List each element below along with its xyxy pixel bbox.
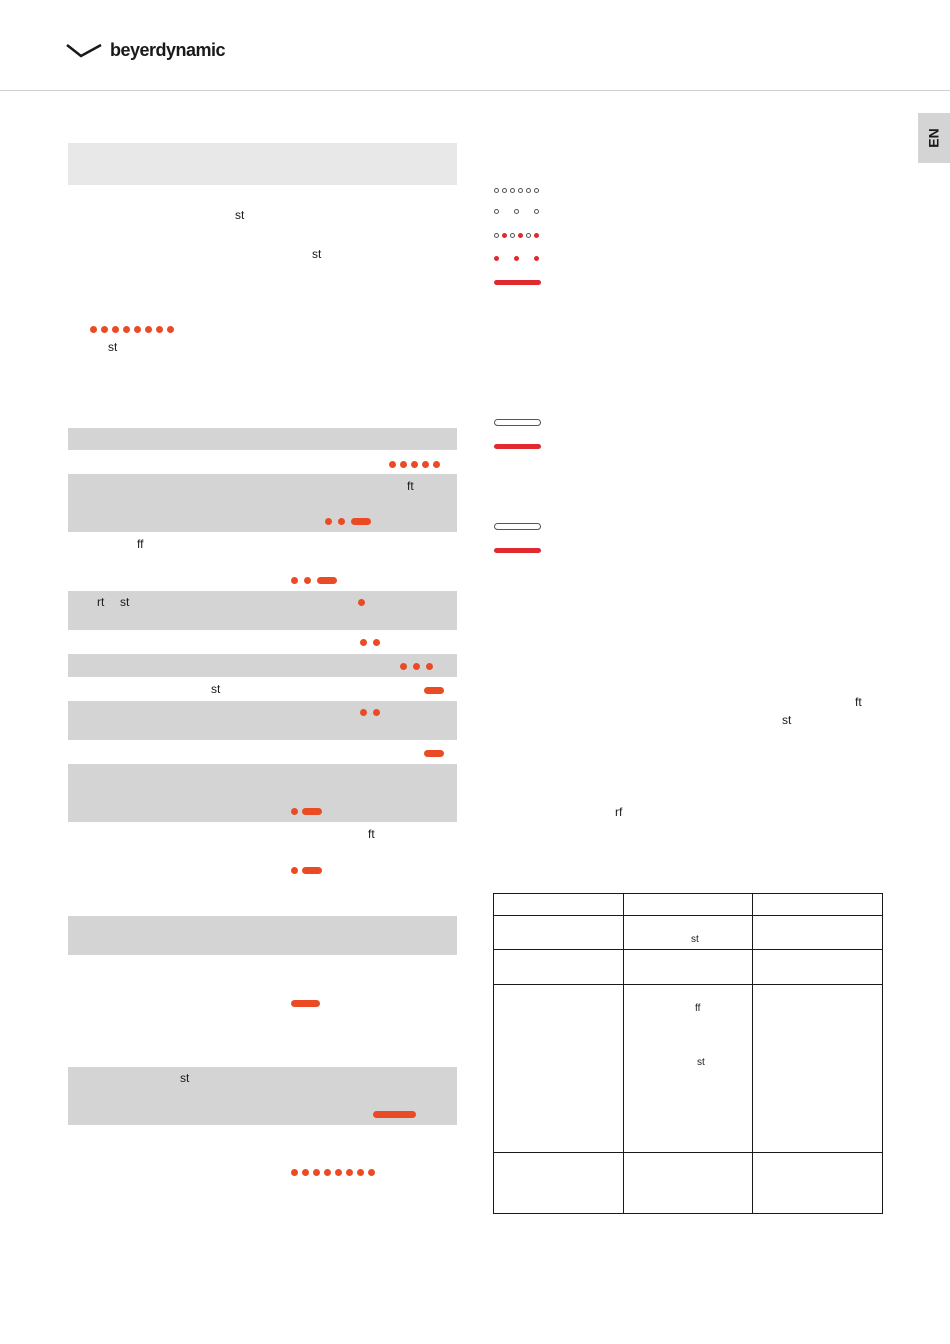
led-pattern-bar xyxy=(291,1000,324,1007)
led-bar xyxy=(424,687,444,694)
text-fragment: ff xyxy=(137,537,144,551)
table-cell xyxy=(494,985,624,1153)
led-legend-spaced-off xyxy=(494,209,542,214)
led-dot xyxy=(389,461,396,468)
table-cell xyxy=(624,1153,753,1214)
table-cell xyxy=(494,1153,624,1214)
text-fragment: ft xyxy=(407,479,414,493)
led-dot xyxy=(304,577,311,584)
text-fragment: st xyxy=(120,595,130,609)
led-dot-off xyxy=(494,188,499,193)
led-legend-bar-off xyxy=(494,523,541,530)
led-dot xyxy=(346,1169,353,1176)
table-cell xyxy=(753,916,883,950)
led-dot xyxy=(358,599,365,606)
led-dot xyxy=(373,639,380,646)
led-dot xyxy=(145,326,152,333)
led-dot xyxy=(426,663,433,670)
led-legend-all-off xyxy=(494,188,542,193)
table-row-band xyxy=(68,474,457,532)
header-divider xyxy=(0,90,950,91)
led-dot xyxy=(368,1169,375,1176)
text-fragment: rt xyxy=(97,595,105,609)
led-dot-off xyxy=(526,233,531,238)
led-dot xyxy=(373,709,380,716)
text-fragment: st xyxy=(697,1057,705,1068)
text-fragment: st xyxy=(180,1071,190,1085)
language-tab[interactable] xyxy=(918,113,950,163)
spec-table xyxy=(493,893,883,1214)
text-fragment: ft xyxy=(855,695,862,709)
led-bar xyxy=(317,577,337,584)
led-dot-on xyxy=(534,233,539,238)
table-cell xyxy=(494,916,624,950)
led-dot xyxy=(291,1169,298,1176)
led-dot xyxy=(167,326,174,333)
led-dot-on xyxy=(494,256,499,261)
led-dot xyxy=(324,1169,331,1176)
led-dot-on xyxy=(518,233,523,238)
led-dot xyxy=(411,461,418,468)
led-dot-off xyxy=(518,188,523,193)
led-dot xyxy=(422,461,429,468)
table-cell xyxy=(753,894,883,916)
text-fragment: ff xyxy=(695,1003,701,1014)
table-row-band xyxy=(68,654,457,677)
led-legend-bar-on xyxy=(494,548,541,553)
table-cell xyxy=(753,1153,883,1214)
table-cell xyxy=(753,985,883,1153)
text-fragment: st xyxy=(211,682,221,696)
led-bar xyxy=(302,867,322,874)
brand-name: beyerdynamic xyxy=(110,40,226,60)
table-cell xyxy=(494,894,624,916)
led-dot-off xyxy=(494,233,499,238)
led-pattern-long-bar xyxy=(373,1111,420,1118)
led-bar-on xyxy=(494,444,541,449)
table-cell xyxy=(624,985,753,1153)
table-row xyxy=(494,916,883,950)
led-bar-off xyxy=(494,523,541,530)
led-pattern-eight-dots xyxy=(291,1169,379,1176)
led-pattern-two-dots xyxy=(360,709,384,716)
led-bar-on xyxy=(494,280,541,285)
led-dot xyxy=(156,326,163,333)
led-bar xyxy=(351,518,371,525)
beyerdynamic-logo-icon xyxy=(66,42,102,60)
led-dot-off xyxy=(534,188,539,193)
text-fragment: rf xyxy=(615,805,623,819)
led-dot xyxy=(112,326,119,333)
led-dot xyxy=(291,577,298,584)
led-pattern-two-dots-bar xyxy=(325,518,375,525)
text-fragment: ft xyxy=(368,827,375,841)
led-dot-off xyxy=(502,188,507,193)
led-dot xyxy=(90,326,97,333)
led-pattern-three-dots xyxy=(400,663,437,670)
led-dot xyxy=(360,709,367,716)
led-bar-off xyxy=(494,419,541,426)
led-dot-off xyxy=(526,188,531,193)
text-fragment: st xyxy=(312,247,322,261)
table-row-band xyxy=(68,701,457,740)
table-cell xyxy=(624,894,753,916)
led-dot xyxy=(400,461,407,468)
table-row xyxy=(494,950,883,985)
led-bar xyxy=(373,1111,416,1118)
led-bar xyxy=(291,1000,320,1007)
table-row xyxy=(494,985,883,1153)
led-bar xyxy=(302,808,322,815)
language-tab-label: EN xyxy=(925,128,942,148)
led-dot xyxy=(291,808,298,815)
led-dot-off xyxy=(494,209,499,214)
led-dot xyxy=(400,663,407,670)
led-dot xyxy=(335,1169,342,1176)
led-bar-on xyxy=(494,548,541,553)
led-dot-off xyxy=(534,209,539,214)
led-pattern-five-dots xyxy=(389,461,444,468)
led-bar xyxy=(424,750,444,757)
led-pattern-bar xyxy=(424,750,448,757)
table-row-band xyxy=(68,764,457,822)
led-dot xyxy=(134,326,141,333)
led-dot-on xyxy=(514,256,519,261)
led-dot xyxy=(360,639,367,646)
led-dot-on xyxy=(534,256,539,261)
led-pattern-dot-bar xyxy=(291,867,326,874)
table-row xyxy=(494,1153,883,1214)
table-row xyxy=(494,894,883,916)
table-cell xyxy=(624,950,753,985)
text-fragment: st xyxy=(235,208,245,222)
led-legend-solid-on xyxy=(494,280,541,285)
table-cell xyxy=(753,950,883,985)
led-pattern-dot-bar xyxy=(291,808,326,815)
led-dot xyxy=(313,1169,320,1176)
led-dot xyxy=(413,663,420,670)
led-dot xyxy=(338,518,345,525)
led-dot-on xyxy=(502,233,507,238)
led-dot xyxy=(433,461,440,468)
led-pattern-two-dots xyxy=(360,639,384,646)
led-legend-bar-on xyxy=(494,444,541,449)
table-cell xyxy=(624,916,753,950)
led-pattern-eight-dots xyxy=(90,326,178,333)
text-fragment: st xyxy=(108,340,118,354)
section-heading-band xyxy=(68,916,457,955)
led-dot xyxy=(123,326,130,333)
led-dot xyxy=(325,518,332,525)
led-dot xyxy=(302,1169,309,1176)
table-cell xyxy=(494,950,624,985)
text-fragment: st xyxy=(691,934,699,945)
led-pattern-bar xyxy=(424,687,448,694)
led-pattern-single-dot xyxy=(358,599,369,606)
led-dot xyxy=(291,867,298,874)
led-legend-spaced-on xyxy=(494,256,542,261)
brand-logo xyxy=(66,40,225,61)
text-fragment: st xyxy=(782,713,792,727)
section-heading-band xyxy=(68,143,457,185)
led-pattern-two-dots-bar xyxy=(291,577,341,584)
led-legend-alternating xyxy=(494,233,542,238)
led-dot xyxy=(357,1169,364,1176)
led-dot-off xyxy=(510,188,515,193)
led-legend-bar-off xyxy=(494,419,541,426)
table-header-band xyxy=(68,428,457,450)
led-dot xyxy=(101,326,108,333)
led-dot-off xyxy=(514,209,519,214)
led-dot-off xyxy=(510,233,515,238)
